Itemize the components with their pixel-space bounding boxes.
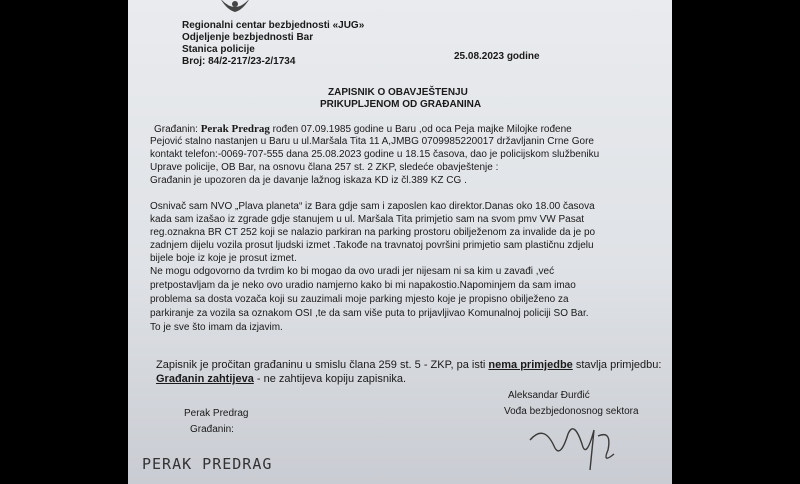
document-date: 25.08.2023 godine [454,51,540,62]
document-title-line2: PRIKUPLJENOM OD GRAĐANINA [320,99,482,110]
statement-line-6: Ne mogu odgovorno da tvrdim ko bi mogao da ovo uradi jer nijesam ni sa kim u zavađi ,već [150,266,555,277]
document-page [128,0,672,484]
statement-line-10: To je sve što imam da izjavim. [150,322,283,333]
citizen-signature-role: Građanin: [190,424,234,435]
statement-line-7: pretpostavljam da je neko ovo uradio namjerno kako bi mi napakostio.Napominjem da sam imao [150,280,576,291]
statement-line-8: problema sa dosta vozača koji su zauzimali moje parking mjesto koje je propisno obilježeno za [150,294,569,305]
closing-line-2: Građanin zahtijeva - ne zahtijeva kopiju zapisnika. [156,373,407,385]
statement-line-2: kada sam izašao iz zgrade gdje stanujem u ul. Maršala Tita primjetio sam na svom pmv VW Pasat [150,214,585,225]
header-number: Broj: 84/2-217/23-2/1734 [182,56,296,67]
left-black-margin [0,0,128,484]
header-institution: Regionalni centar bezbjednosti «JUG» [182,20,365,31]
statement-line-1: Osnivač sam NVO „Plava planeta“ iz Bara gdje sam i zaposlen kao direktor.Danas oko 18.00 časova [150,201,595,212]
right-black-margin [672,0,800,484]
statement-line-5: bijele boje iz koje je prosut izmet. [150,253,297,264]
statement-line-3: reg.oznakna BR CT 252 koji se nalazio parkiran na parking prostoru obilježenom za invalide da je po [150,227,596,238]
officer-name: Aleksandar Đurđić [508,390,590,401]
officer-role: Vođa bezbjedonosnog sektora [504,406,639,417]
intro-line-3: kontakt telefon:-0069-707-555 dana 25.08.2023 godine u 18.15 časova, dao je policijskom službeniku [150,149,600,160]
document-title-line1: ZAPISNIK O OBAVJEŠTENJU [328,87,468,98]
intro-line-1: Građanin: Perak Predrag rođen 07.09.1985 godine u Baru ,od oca Peja majke Milojke rođene [154,123,572,135]
citizen-requests-text: Građanin zahtijeva [156,373,254,385]
officer-signature-scribble [524,420,624,480]
intro-line-5: Građanin je upozoren da je davanje lažnog iskaza KD iz čl.389 KZ CG . [150,175,467,186]
citizen-name: Perak Predrag [200,123,270,135]
citizen-handwritten-signature: PERAK PREDRAG [142,455,273,473]
coat-of-arms-icon [210,0,260,18]
header-department: Odjeljenje bezbjednosti Bar [182,32,314,43]
closing-line-1: Zapisnik je pročitan građaninu u smislu člana 259 st. 5 - ZKP, pa isti nema primjedbe stavlja primjedbu: [156,359,662,371]
citizen-signature-name: Perak Predrag [184,408,249,419]
no-objection-text: nema primjedbe [488,359,573,371]
intro-line-2: Pejović stalno nastanjen u Baru u ul.Maršala Tita 11 A,JMBG 0709985220017 državljanin Crne Gore [150,136,594,147]
statement-line-4: zadnjem dijelu vozila prosut ljudski izmet .Takođe na travnatoj površini primjetio sam plastičnu zdjelu [150,240,594,251]
header-station: Stanica policije [182,44,255,55]
intro-line-4: Uprave policije, OB Bar, na osnovu člana 257 st. 2 ZKP, sledeće obavještenje : [150,162,499,173]
statement-line-9: parkiranje za vozila sa oznakom OSI ,te da sam više puta to prijavljivao Komunalnoj policiji SO Bar. [150,308,589,319]
